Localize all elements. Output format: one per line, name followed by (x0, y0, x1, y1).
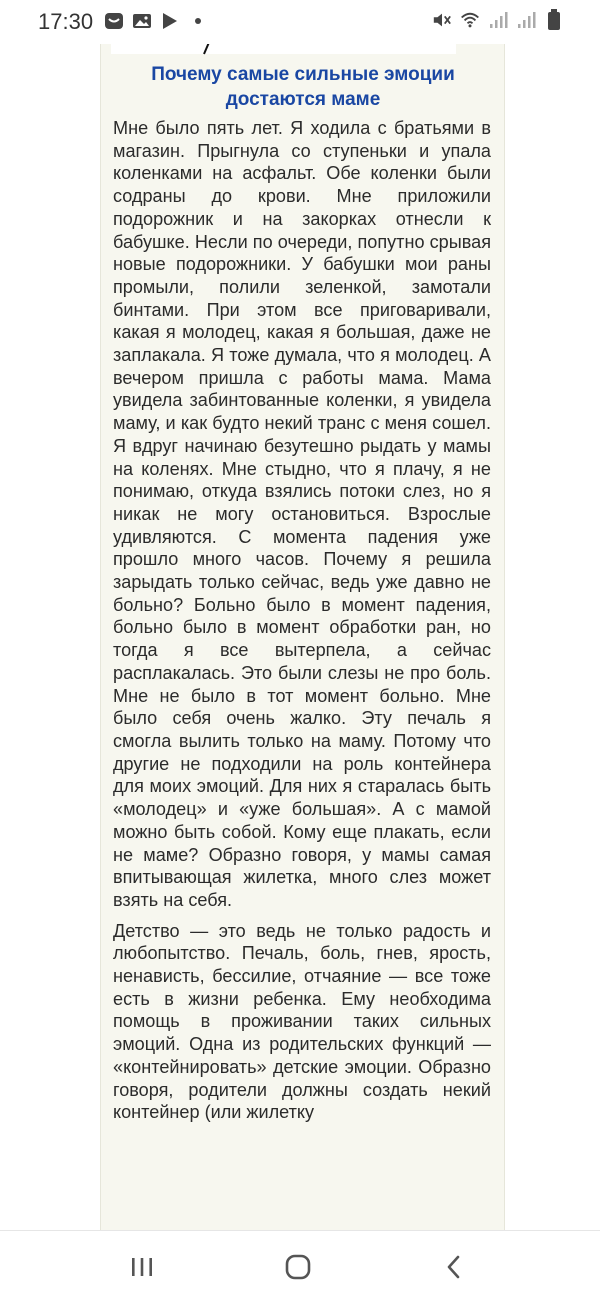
system-navigation-bar (0, 1230, 600, 1299)
mute-icon (432, 10, 452, 30)
status-time: 17:30 (38, 9, 94, 34)
article-paragraph: Детство — это ведь не только радость и любопытство. Печаль, боль, гнев, ярость, ненависть, бессилие, отчаяние — все тоже есть в жизни ребенка. Ему необходима помощь в проживании таких сильных эмоций. Одна из родительских функций — «контейнировать» детские эмоции. Образно говоря, родители должны создать некий контейнер (или жилетку (113, 920, 491, 1123)
play-store-icon (160, 11, 180, 31)
status-system-icons (432, 10, 564, 30)
dot-icon (188, 11, 208, 31)
image-fragment-icon (201, 44, 217, 56)
home-button[interactable] (280, 1251, 316, 1283)
signal-icon-2 (516, 10, 536, 30)
back-button[interactable] (436, 1251, 472, 1283)
article-body (113, 117, 491, 1132)
battery-icon (544, 10, 564, 30)
signal-icon (488, 10, 508, 30)
home-icon (283, 1252, 313, 1282)
article-title: Почему самые сильные эмоции достаются маме (151, 64, 455, 110)
image-bottom-edge (111, 44, 456, 54)
message-icon (104, 11, 124, 31)
back-icon (443, 1253, 465, 1281)
article-card[interactable] (100, 44, 505, 1230)
article-paragraph: Мне было пять лет. Я ходила с братьями в магазин. Прыгнула со ступеньки и упала коленками на асфальт. Обе коленки были содраны до крови. Мне приложили подорожник и на закорках отнесли к бабушке. Несли по очереди, попутно срывая новые подорожники. У бабушки мои раны промыли, полили зеленкой, замотали бинтами. При этом все приговаривали, какая я молодец, какая я большая, даже не заплакала. Я тоже думала, что я молодец. А вечером пришла с работы мама. Мама увидела забинтованные коленки, я увидела маму, и как будто некий транс с меня сошел. Я вдруг начинаю безутешно рыдать у мамы на коленях. Мне стыдно, что я плачу, я не понимаю, откуда взялись потоки слез, но я никак не могу остановиться. Взрослые удивляются. С момента падения уже прошло много часов. Почему я решила зарыдать только сейчас, ведь уже давно не больно? Больно было в момент падения, больно было в момент обработки ран, но тогда я все вытерпела, а сейчас расплакалась. Это были слезы не про боль. Мне не было в тот момент больно. Мне было себя очень жалко. Эту печаль я смогла вылить только на маму. Потому что другие не подходили на роль контейнера для моих эмоций. Для них я старалась быть «молодец» и «уже большая». А с мамой можно быть собой. Кому еще плакать, если не маме? Образно говоря, у мамы самая впитывающая жилетка, много слез может взять на себя. (113, 118, 491, 910)
status-bar (0, 0, 600, 44)
status-notification-icons (104, 11, 208, 31)
recent-apps-icon (129, 1255, 155, 1279)
wifi-icon (460, 10, 480, 30)
recent-apps-button[interactable] (124, 1251, 160, 1283)
gallery-icon (132, 11, 152, 31)
